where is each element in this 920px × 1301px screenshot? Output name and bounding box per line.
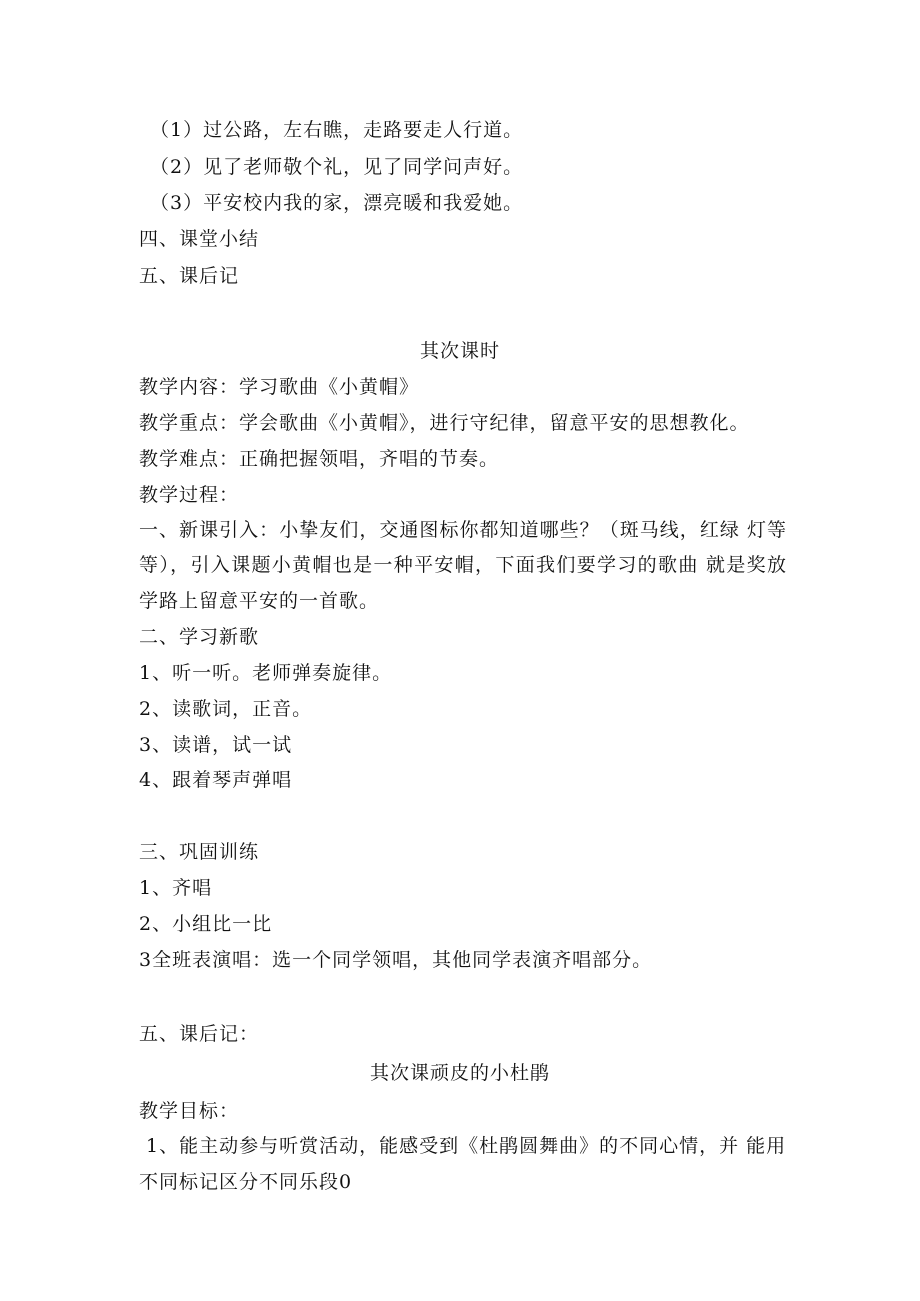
objective-line-1: 1、能主动参与听赏活动，能感受到《杜鹃圆舞曲》的不同心情，并 能用	[146, 1135, 787, 1157]
teaching-process-heading: 教学过程：	[139, 484, 240, 506]
section-heading-summary: 四、课堂小结	[139, 228, 260, 250]
section-heading-practice: 三、巩固训练	[139, 841, 260, 863]
lesson-title: 其次课时	[419, 340, 500, 362]
step-item-3: 3、读谱，试一试	[139, 734, 293, 756]
teaching-objectives-heading: 教学目标：	[139, 1100, 240, 1122]
teaching-content: 教学内容：学习歌曲《小黄帽》	[139, 376, 420, 398]
teaching-focus: 教学重点：学会歌曲《小黄帽》，进行守纪律，留意平安的思想教化。	[139, 412, 750, 434]
intro-paragraph-line-1: 一、新课引入：小挚友们，交通图标你都知道哪些？（斑马线，红绿 灯等	[139, 519, 787, 541]
section-heading-afterword: 五、课后记	[139, 265, 240, 287]
step-item-1: 1、听一听。老师弹奏旋律。	[139, 662, 393, 684]
lyric-line-1: （1）过公路，左右瞧，走路要走人行道。	[150, 119, 524, 141]
lesson-title-2: 其次课顽皮的小杜鹃	[369, 1062, 550, 1084]
practice-item-3: 3全班表演唱：选一个同学领唱，其他同学表演齐唱部分。	[139, 949, 653, 971]
teaching-difficulty: 教学难点：正确把握领唱，齐唱的节奏。	[139, 448, 500, 470]
objective-line-2: 不同标记区分不同乐段0	[139, 1171, 353, 1193]
section-heading-afterword-2: 五、课后记：	[139, 1023, 260, 1045]
step-item-4: 4、跟着琴声弹唱	[139, 769, 293, 791]
practice-item-2: 2、小组比一比	[139, 913, 273, 935]
section-heading-new-song: 二、学习新歌	[139, 626, 260, 648]
lyric-line-2: （2）见了老师敬个礼，见了同学问声好。	[150, 156, 524, 178]
step-item-2: 2、读歌词，正音。	[139, 698, 313, 720]
practice-item-1: 1、齐唱	[139, 877, 213, 899]
lyric-line-3: （3）平安校内我的家，漂亮暖和我爱她。	[150, 192, 524, 214]
intro-paragraph-line-2: 等），引入课题小黄帽也是一种平安帽，下面我们要学习的歌曲 就是奖放	[139, 554, 787, 576]
intro-paragraph-line-3: 学路上留意平安的一首歌。	[139, 590, 380, 612]
